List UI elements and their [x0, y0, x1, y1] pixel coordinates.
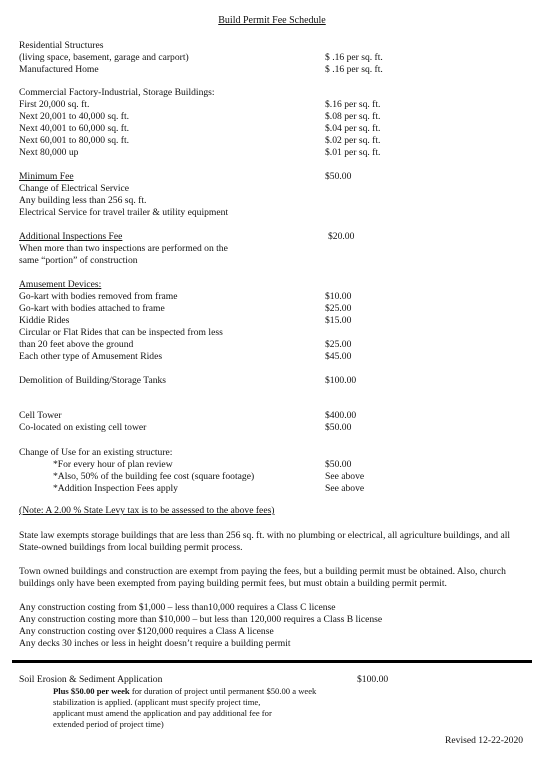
- residential-fee: $ .16 per sq. ft.: [325, 52, 383, 63]
- amusement-label: Go-kart with bodies removed from frame: [19, 291, 178, 302]
- cell-label: Cell Tower: [19, 410, 62, 421]
- amusement-other-fee: $45.00: [325, 351, 352, 362]
- town-owned-paragraph: Town owned buildings and construction are exempt from paying the fees, but a building permit must be obtained. Also, church buildings only have been exempted from paying building permit fees, but must obtain a building permit permit.: [19, 566, 506, 589]
- license-line: Any construction costing more than $10,000 – but less than 120,000 requires a Class B license: [19, 614, 383, 625]
- amusement-fee: $10.00: [325, 291, 352, 302]
- change-of-use-fee: $50.00: [325, 459, 352, 470]
- minimum-heading: Minimum Fee: [19, 171, 74, 182]
- commercial-label: Next 60,001 to 80,000 sq. ft.: [19, 135, 130, 146]
- state-law-paragraph: State law exempts storage buildings that are less than 256 sq. ft. with no plumbing or electrical, all agriculture buildings, and all State-owned buildings from local building permit process.: [19, 530, 511, 553]
- commercial-fee: $.16 per sq. ft.: [325, 99, 381, 110]
- commercial-fee: $.02 per sq. ft.: [325, 135, 381, 146]
- additional-line: When more than two inspections are performed on the: [19, 243, 228, 254]
- commercial-fee: $.08 per sq. ft.: [325, 111, 381, 122]
- levy-note: (Note: A 2.00 % State Levy tax is to be assessed to the above fees): [19, 505, 275, 516]
- commercial-heading: Commercial Factory-Industrial, Storage Buildings:: [19, 87, 215, 98]
- soil-line: applicant must amend the application and pay additional fee for: [53, 708, 272, 718]
- soil-weekly-rest: for duration of project until permanent $50.00 a week: [129, 686, 317, 696]
- soil-line: extended period of project time): [53, 719, 164, 729]
- minimum-line: Electrical Service for travel trailer & utility equipment: [19, 207, 229, 218]
- amusement-circular-line: Circular or Flat Rides that can be inspected from less: [19, 327, 223, 338]
- soil-heading: Soil Erosion & Sediment Application: [19, 674, 163, 685]
- commercial-fee: $.01 per sq. ft.: [325, 147, 381, 158]
- amusement-circular-line: than 20 feet above the ground: [19, 339, 134, 350]
- amusement-label: Go-kart with bodies attached to frame: [19, 303, 165, 314]
- divider: [12, 660, 532, 663]
- amusement-fee: $25.00: [325, 303, 352, 314]
- amusement-heading: Amusement Devices:: [19, 279, 102, 290]
- residential-line: (living space, basement, garage and carport): [19, 52, 189, 63]
- soil-weekly-bold: Plus $50.00 per week: [53, 686, 130, 696]
- change-of-use-heading: Change of Use for an existing structure:: [19, 447, 173, 458]
- soil-fee: $100.00: [357, 674, 389, 685]
- amusement-other-label: Each other type of Amusement Rides: [19, 351, 163, 362]
- soil-weekly-line: [53, 686, 316, 697]
- minimum-line: Any building less than 256 sq. ft.: [19, 195, 147, 206]
- cell-fee: $400.00: [325, 410, 357, 421]
- change-of-use-item: *Also, 50% of the building fee cost (square footage): [53, 471, 255, 482]
- change-of-use-fee: See above: [325, 483, 365, 494]
- change-of-use-item: *Addition Inspection Fees apply: [53, 483, 178, 494]
- demolition-label: Demolition of Building/Storage Tanks: [19, 375, 167, 386]
- amusement-label: Kiddie Rides: [19, 315, 70, 326]
- additional-line: same “portion” of construction: [19, 255, 138, 266]
- commercial-fee: $.04 per sq. ft.: [325, 123, 381, 134]
- commercial-label: Next 40,001 to 60,000 sq. ft.: [19, 123, 130, 134]
- change-of-use-item: *For every hour of plan review: [53, 459, 173, 470]
- soil-line: stabilization is applied. (applicant must specify project time,: [53, 697, 261, 707]
- amusement-fee: $15.00: [325, 315, 352, 326]
- additional-heading: Additional Inspections Fee: [19, 231, 123, 242]
- minimum-line: Change of Electrical Service: [19, 183, 130, 194]
- commercial-label: First 20,000 sq. ft.: [19, 99, 90, 110]
- commercial-label: Next 80,000 up: [19, 147, 79, 158]
- additional-fee: $20.00: [328, 231, 355, 242]
- change-of-use-fee: See above: [325, 471, 365, 482]
- license-line: Any decks 30 inches or less in height doesn’t require a building permit: [19, 638, 291, 649]
- page-title: Build Permit Fee Schedule: [218, 15, 326, 26]
- amusement-circular-fee: $25.00: [325, 339, 352, 350]
- residential-fee: $ .16 per sq. ft.: [325, 64, 383, 75]
- residential-line: Manufactured Home: [19, 64, 99, 75]
- license-line: Any construction costing from $1,000 – less than10,000 requires a Class C license: [19, 602, 336, 613]
- minimum-fee: $50.00: [325, 171, 352, 182]
- residential-heading: Residential Structures: [19, 40, 104, 51]
- cell-label: Co-located on existing cell tower: [19, 422, 147, 433]
- cell-fee: $50.00: [325, 422, 352, 433]
- demolition-fee: $100.00: [325, 375, 357, 386]
- commercial-label: Next 20,001 to 40,000 sq. ft.: [19, 111, 130, 122]
- license-line: Any construction costing over $120,000 requires a Class A license: [19, 626, 274, 637]
- revised-date: Revised 12-22-2020: [445, 735, 524, 746]
